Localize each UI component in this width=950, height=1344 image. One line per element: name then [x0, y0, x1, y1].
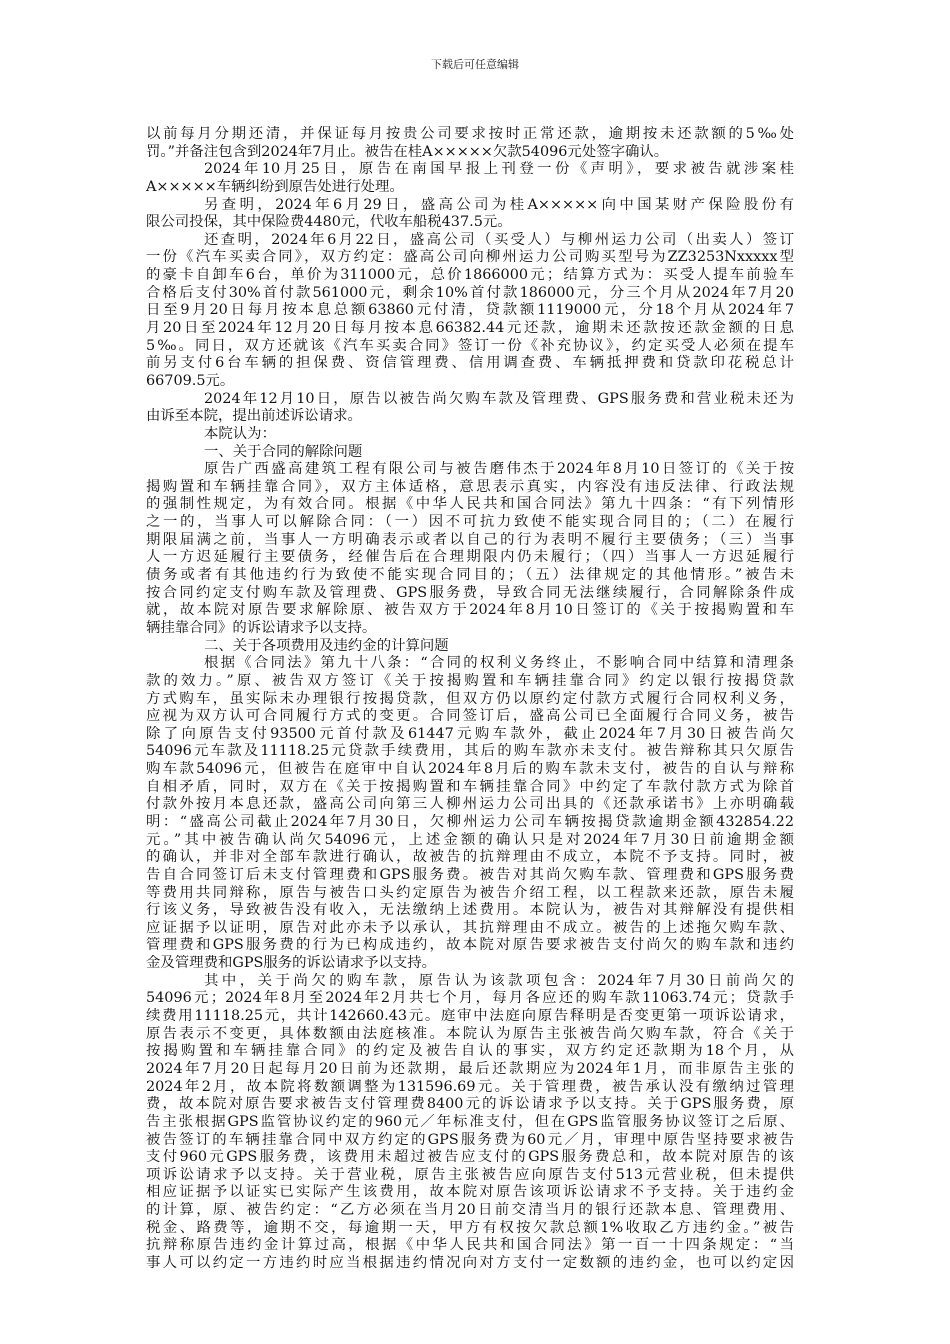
text-line: 原告表示不变更，具体数额由法庭核准。本院认为原告主张被告尚欠购车款，符合《关于 [146, 1025, 794, 1042]
text-line: 债务或者有其他违约行为致使不能实现合同目的；（五）法律规定的其他情形。”被告未 [146, 567, 794, 584]
text-line: 前另支付6台车辆的担保费、资信管理费、信用调查费、车辆抵押费和贷款印花税总计 [146, 355, 794, 372]
text-line: 除了向原告支付93500元首付款及61447元购车款外，截止2024年7月30日被告尚欠 [146, 725, 794, 742]
text-line: 按揭购置和车辆挂靠合同》的约定及被告自认的事实，双方约定还款期为18个月，从 [146, 1043, 794, 1060]
text-line: 2024年7月20日起每月20日前为还款期，最后还款期应为2024年1月，而非原告主张的 [146, 1060, 794, 1077]
text-line: 费，故本院对原告要求被告支付管理费8400元的诉讼请求予以支持。关于GPS服务费，原 [146, 1096, 794, 1113]
text-line: 自相矛盾，同时，双方在《关于按揭购置和车辆挂靠合同》中约定了车款付款方式为除首 [146, 778, 794, 795]
text-line: 2024年12月10日，原告以被告尚欠购车款及管理费、GPS服务费和营业税未还为 [204, 390, 794, 407]
text-line: 管理费和GPS服务费的行为已构成违约，故本院对原告要求被告支付尚欠的购车款和违约 [146, 937, 794, 954]
text-line: 期限届满之前，当事人一方明确表示或者以自己的行为表明不履行主要债务；（三）当事 [146, 531, 794, 548]
text-line: 54096元；2024年8月至2024年2月共七个月，每月各应还的购车款11063.74元；贷款手 [146, 990, 794, 1007]
text-line: 支付960元GPS服务费，该费用未超过被告应支付的GPS服务费总和，故本院对原告的该 [146, 1149, 794, 1166]
text-line: 的确认，并非对全部车款进行确认，故被告的抗辩理由不成立，本院不予支持。同时，被 [146, 849, 794, 866]
text-line: 应证据予以证明，原告对此亦未予以承认，其抗辩理由不成立。被告的上述拖欠购车款、 [146, 919, 794, 936]
text-line: 66709.5元。 [146, 372, 235, 389]
text-line: 金及管理费和GPS服务的诉讼请求予以支持。 [146, 955, 437, 972]
text-line: 根据《合同法》第九十八条：“合同的权利义务终止，不影响合同中结算和清理条 [204, 655, 794, 672]
text-line: 被告签订的车辆挂靠合同中双方约定的GPS服务费为60元／月，审理中原告坚持要求被告 [146, 1131, 794, 1148]
text-line: 按合同约定支付购车款及管理费、GPS服务费，导致合同无法继续履行，合同解除条件成 [146, 584, 794, 601]
text-line: 付款外按月本息还款，盛高公司向第三人柳州运力公司出具的《还款承诺书》上亦明确载 [146, 796, 794, 813]
text-line: 相应证据予以证实已实际产生该费用，故本院对原告该项诉讼请求不予支持。关于违约金 [146, 1184, 794, 1201]
text-line: 其中，关于尚欠的购车款，原告认为该款项包含：2024年7月30日前尚欠的 [204, 972, 794, 989]
text-line: 事人可以约定一方违约时应当根据违约情况向对方支付一定数额的违约金，也可以约定因 [146, 1255, 794, 1271]
text-line: 的计算，原、被告约定：“乙方必须在当月20日前交清当月的银行还款本息、管理费用、 [146, 1202, 794, 1219]
text-line: 揭购置和车辆挂靠合同》，双方主体适格，意思表示真实，内容没有违反法律、行政法规 [146, 478, 794, 495]
text-line: 5‰。同日，双方还就该《汽车买卖合同》签订一份《补充协议》，约定买受人必须在提车 [146, 337, 794, 354]
text-line: 辆挂靠合同》的诉讼请求予以支持。 [146, 619, 377, 636]
text-line: 行该义务，导致被告没有收入，无法缴纳上述费用。本院认为，被告对其辩解没有提供相 [146, 902, 794, 919]
text-line: 续费用11118.25元，共计142660.43元。庭审中法庭向原告释明是否变更第一项诉讼请求， [146, 1008, 794, 1025]
text-line: 一份《汽车买卖合同》，双方约定：盛高公司向柳州运力公司购买型号为ZZ3253Nxxxxx型 [146, 249, 794, 266]
text-line: 抗辩称原告违约金计算过高，根据《中华人民共和国合同法》第一百一十四条规定：“当 [146, 1237, 794, 1254]
text-line: 方式购车，虽实际未办理银行按揭贷款，但双方仍以原约定付款方式履行合同权利义务， [146, 690, 794, 707]
text-line: A×××××车辆纠纷到原告处进行处理。 [146, 178, 404, 195]
text-line: 原告广西盛高建筑工程有限公司与被告磨伟杰于2024年8月10日签订的《关于按 [204, 461, 794, 478]
text-line: 另查明，2024年6月29日，盛高公司为桂A×××××向中国某财产保险股份有 [204, 196, 794, 213]
text-line: 本院认为： [204, 425, 276, 442]
text-line: 月20日至2024年12月20日每月按本息66382.44元还款，逾期未还款按还款金额的日息 [146, 320, 794, 337]
text-line: 日至9月20日每月按本息总额63860元付清，贷款额1119000元，分18个月从2024年7 [146, 302, 794, 319]
text-line: 由诉至本院，提出前述诉讼请求。 [146, 408, 362, 425]
document-body [146, 126, 794, 1273]
text-line: 告主张根据GPS监管协议约定的960元／年标准支付，但在GPS监管服务协议签订之后原、 [146, 1113, 794, 1130]
text-line: 项诉讼请求予以支持。关于营业税，原告主张被告应向原告支付513元营业税，但未提供 [146, 1166, 794, 1183]
text-line: 罚。”并备注包含到2024年7月止。被告在桂A×××××欠款54096元处签字确认。 [146, 143, 669, 160]
text-line: 款的效力。”原、被告双方签订《关于按揭购置和车辆挂靠合同》约定以银行按揭贷款 [146, 672, 794, 689]
text-line: 二、关于各项费用及违约金的计算问题 [204, 637, 449, 654]
text-line: 人一方迟延履行主要债务，经催告后在合理期限内仍未履行；（四）当事人一方迟延履行 [146, 549, 794, 566]
text-line: 2024年2月，故本院将数额调整为131596.69元。关于管理费，被告承认没有缴纳过管理 [146, 1078, 794, 1095]
text-line: 就，故本院对原告要求解除原、被告双方于2024年8月10日签订的《关于按揭购置和车 [146, 602, 794, 619]
text-line: 合格后支付30%首付款561000元，剩余10%首付款186000元，分三个月从2024年7月20 [146, 284, 794, 301]
text-line: 的强制性规定，为有效合同。根据《中华人民共和国合同法》第九十四条：“有下列情形 [146, 496, 794, 513]
text-line: 等费用共同辩称，原告与被告口头约定原告为被告介绍工程，以工程款来还款，原告未履 [146, 884, 794, 901]
text-line: 元。”其中被告确认尚欠54096元，上述金额的确认只是对2024年7月30日前逾期金额 [146, 831, 794, 848]
text-line: 54096元车款及11118.25元贷款手续费用，其后的购车款亦未支付。被告辩称其只欠原告 [146, 743, 794, 760]
text-line: 税金、路费等，逾期不交，每逾期一天，甲方有权按欠款总额1%收取乙方违约金。”被告 [146, 1219, 794, 1236]
text-line: 购车款54096元，但被告在庭审中自认2024年8月后的购车款未支付，被告的自认与辩称 [146, 761, 794, 778]
text-line: 应视为双方认可合同履行方式的变更。合同签订后，盛高公司已全面履行合同义务，被告 [146, 708, 794, 725]
text-line: 限公司投保，其中保险费4480元，代收车船税437.5元。 [146, 214, 512, 231]
text-line: 2024年10月25日，原告在南国早报上刊登一份《声明》，要求被告就涉案桂 [204, 161, 794, 178]
text-line: 之一的，当事人可以解除合同：（一）因不可抗力致使不能实现合同目的；（二）在履行 [146, 514, 794, 531]
text-line: 一、关于合同的解除问题 [204, 443, 363, 460]
text-line: 还查明，2024年6月22日，盛高公司（买受人）与柳州运力公司（出卖人）签订 [204, 231, 794, 248]
page-header: 下载后可任意编辑 [431, 58, 519, 71]
text-line: 明：“盛高公司截止2024年7月30日，欠柳州运力公司车辆按揭贷款逾期金额432854.22 [146, 813, 794, 830]
text-line: 的豪卡自卸车6台，单价为311000元，总价1866000元；结算方式为：买受人提车前验车 [146, 267, 794, 284]
text-line: 告自合同签订后未支付管理费和GPS服务费。被告对其尚欠购车款、管理费和GPS服务费 [146, 866, 794, 883]
text-line: 以前每月分期还清，并保证每月按贵公司要求按时正常还款，逾期按未还款额的5‰处 [146, 126, 794, 142]
